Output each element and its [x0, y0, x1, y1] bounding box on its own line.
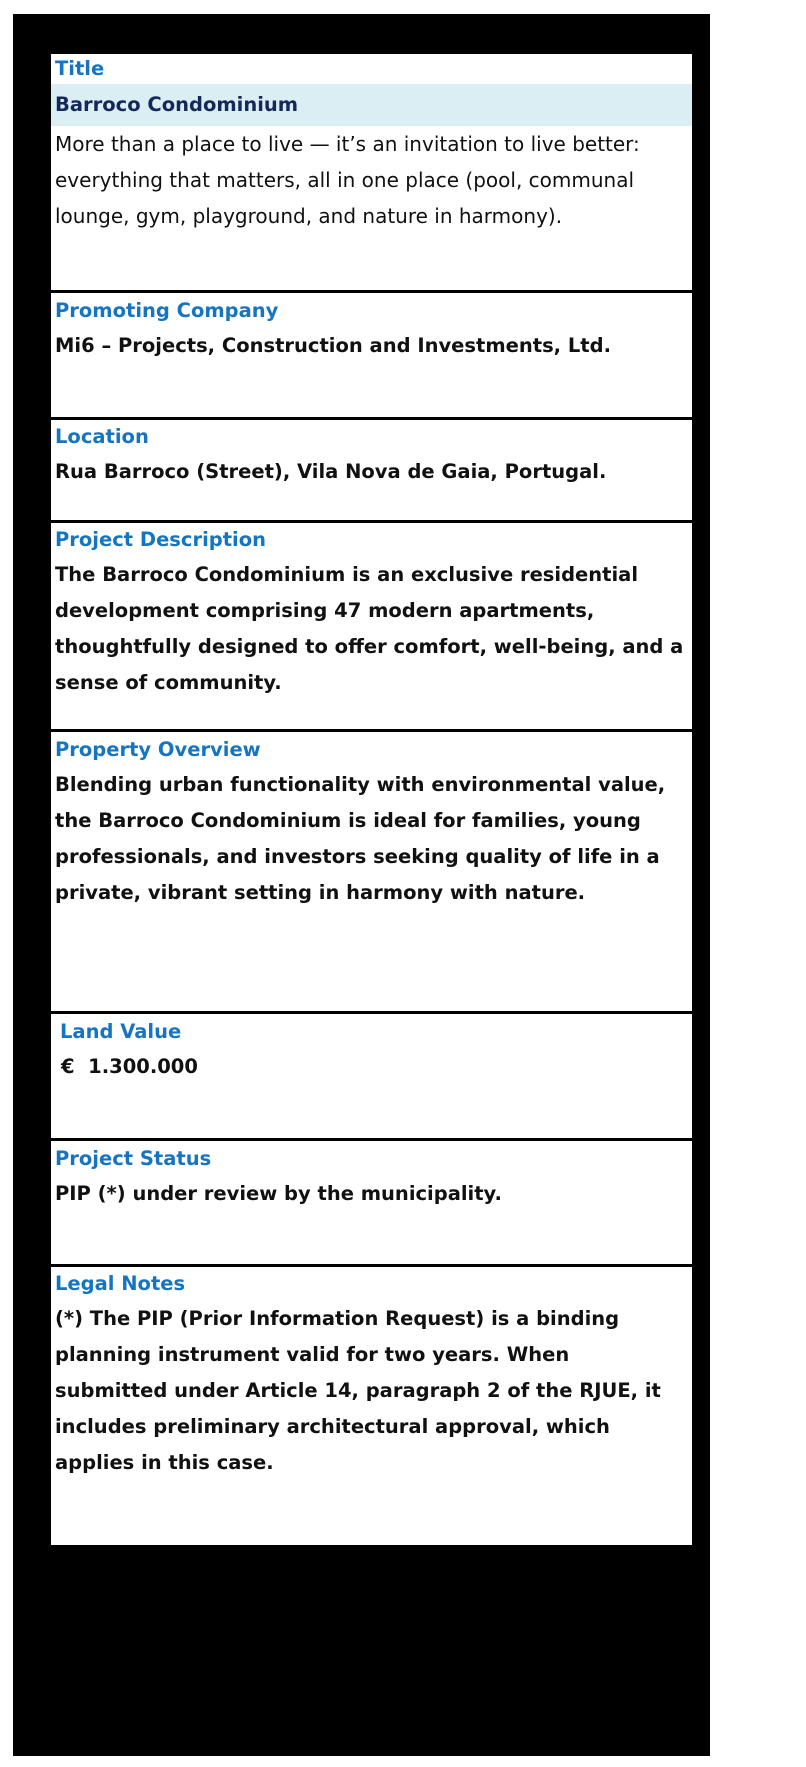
project-description-label: Project Description: [55, 528, 267, 551]
divider: [51, 290, 692, 293]
title-section: [51, 54, 692, 234]
legal-notes-value: (*) The PIP (Prior Information Request) is a binding planning instrument valid for two years. When submitted under Article 14, paragraph 2 of the RJUE, it includes preliminary architectural approval, which applies in this case.: [55, 1307, 661, 1474]
land-value-label: Land Value: [60, 1020, 182, 1043]
title-label: Title: [55, 57, 105, 80]
location-section: [51, 422, 692, 490]
divider: [51, 1264, 692, 1267]
divider: [51, 1138, 692, 1141]
project-status-label: Project Status: [55, 1147, 212, 1170]
promoting-company-label: Promoting Company: [55, 299, 279, 322]
project-description-value: The Barroco Condominium is an exclusive residential development comprising 47 modern apartments, thoughtfully designed to offer comfort, well-being, and a sense of community.: [55, 563, 684, 694]
project-tagline: More than a place to live — it’s an invitation to live better: everything that matters, all in one place (pool, communal lounge, gym, playground, and nature in harmony).: [55, 132, 640, 228]
divider: [51, 520, 692, 523]
legal-notes-section: [51, 1269, 692, 1481]
page-frame: [13, 14, 710, 1756]
divider: [51, 1011, 692, 1014]
legal-notes-label: Legal Notes: [55, 1272, 186, 1295]
project-name: Barroco Condominium: [51, 84, 692, 126]
property-overview-value: Blending urban functionality with environmental value, the Barroco Condominium is ideal for families, young professionals, and investors seeking quality of life in a private, vibrant setting in harmony with nature.: [55, 773, 666, 904]
location-label: Location: [55, 425, 149, 448]
land-value-section: [51, 1017, 692, 1085]
land-value-amount: € 1.300.000: [61, 1055, 198, 1078]
divider: [51, 417, 692, 420]
project-status-section: [51, 1144, 692, 1212]
property-sheet: [51, 54, 692, 1545]
property-overview-section: [51, 735, 692, 911]
location-value: Rua Barroco (Street), Vila Nova de Gaia, Portugal.: [55, 460, 607, 483]
promoting-company-section: [51, 296, 692, 364]
promoting-company-value: Mi6 – Projects, Construction and Investments, Ltd.: [55, 334, 611, 357]
divider: [51, 729, 692, 732]
property-overview-label: Property Overview: [55, 738, 261, 761]
project-description-section: [51, 525, 692, 701]
project-status-value: PIP (*) under review by the municipality.: [55, 1182, 502, 1205]
